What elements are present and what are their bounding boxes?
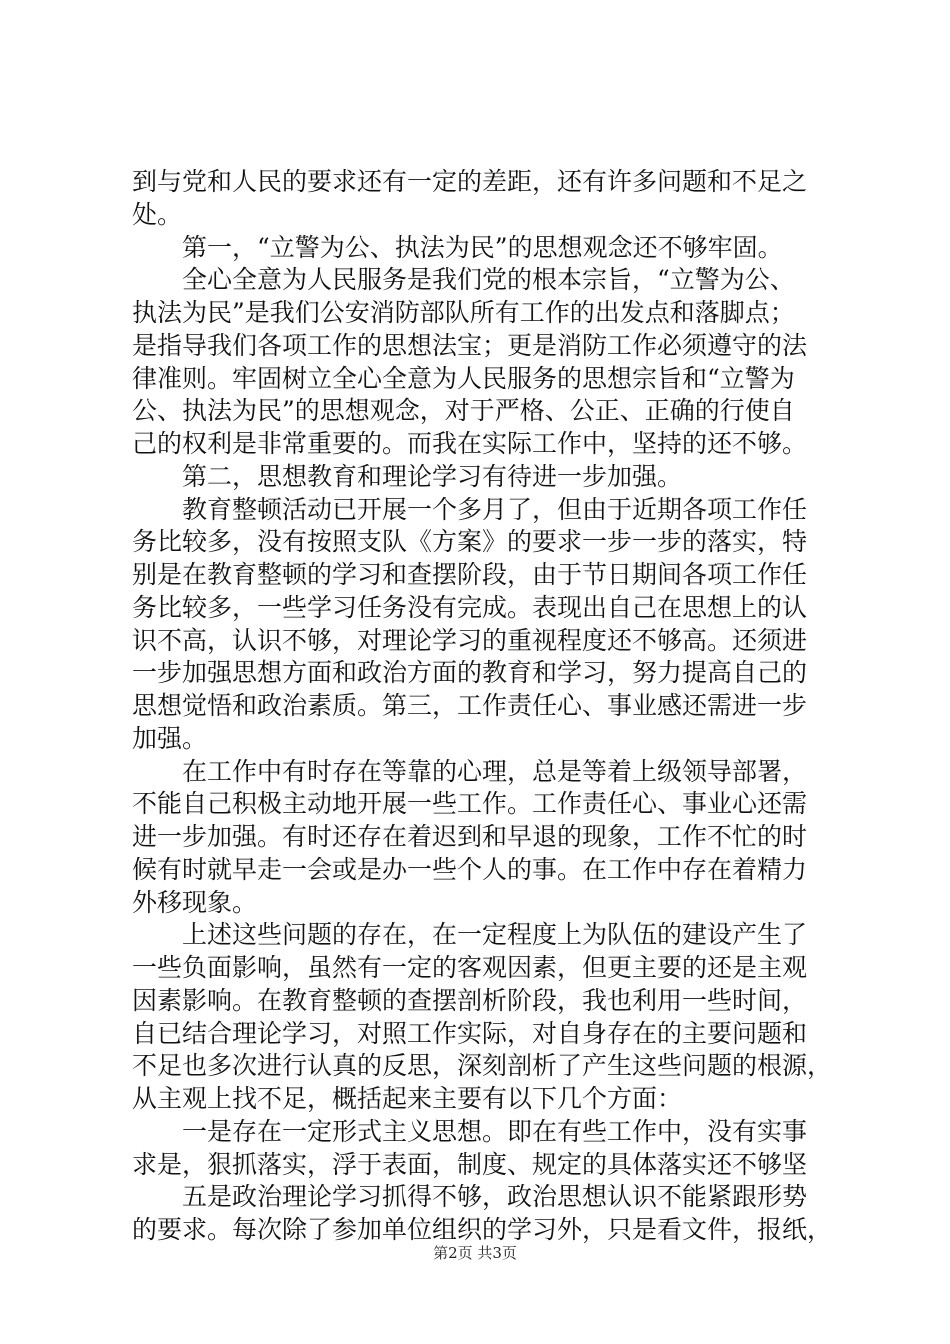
text-line: 的要求。每次除了参加单位组织的学习外，只是看文件，报纸， <box>132 1215 833 1244</box>
text-line: 因素影响。在教育整顿的查摆剖析阶段，我也利用一些时间， <box>132 985 808 1015</box>
text-line: 从主观上找不足，概括起来主要有以下几个方面： <box>132 1084 683 1113</box>
text-line: 一是存在一定形式主义思想。即在有些工作中，没有实事 <box>182 1116 808 1146</box>
text-line: 外移现象。 <box>132 887 258 917</box>
text-line: 进一步加强。有时还存在着迟到和早退的现象，工作不忙的时 <box>132 822 808 851</box>
text-line: 在工作中有时存在等靠的心理，总是等着上级领导部署， <box>182 756 808 786</box>
text-line: 别是在教育整顿的学习和查摆阶段，由于节日期间各项工作任 <box>132 560 808 589</box>
text-line: 第二，思想教育和理论学习有待进一步加强。 <box>182 461 683 491</box>
text-line: 第一，“立警为公、执法为民”的思想观念还不够牢固。 <box>182 232 783 262</box>
text-line: 一些负面影响，虽然有一定的客观因素，但更主要的还是主观 <box>132 953 808 982</box>
text-line: 到与党和人民的要求还有一定的差距，还有许多问题和不足之 <box>132 167 808 196</box>
text-line: 不能自己积极主动地开展一些工作。工作责任心、事业心还需 <box>132 789 808 819</box>
text-line: 上述这些问题的存在，在一定程度上为队伍的建设产生了 <box>182 920 808 950</box>
text-line: 教育整顿活动已开展一个多月了，但由于近期各项工作任 <box>182 494 808 524</box>
text-line: 全心全意为人民服务是我们党的根本宗旨，“立警为公、 <box>182 265 795 295</box>
text-line: 候有时就早走一会或是办一些个人的事。在工作中存在着精力 <box>132 854 808 884</box>
text-line: 求是，狠抓落实，浮于表面，制度、规定的具体落实还不够坚 <box>132 1149 808 1179</box>
text-line: 务比较多，没有按照支队《方案》的要求一步一步的落实，特 <box>132 527 808 557</box>
text-line: 是指导我们各项工作的思想法宝；更是消防工作必须遵守的法 <box>132 330 808 360</box>
text-line: 处。 <box>132 199 183 229</box>
text-line: 识不高，认识不够，对理论学习的重视程度还不够高。还须进 <box>132 625 808 655</box>
page-footer: 第2页 共3页 <box>433 1244 517 1262</box>
text-line: 务比较多，一些学习任务没有完成。表现出自己在思想上的认 <box>132 592 808 622</box>
text-line: 公、执法为民”的思想观念，对于严格、公正、正确的行使自 <box>132 396 795 426</box>
text-line: 执法为民”是我们公安消防部队所有工作的出发点和落脚点； <box>132 298 795 327</box>
text-line: 思想觉悟和政治素质。第三，工作责任心、事业感还需进一步 <box>132 691 808 720</box>
text-line: 五是政治理论学习抓得不够，政治思想认识不能紧跟形势 <box>182 1182 808 1212</box>
text-line: 不足也多次进行认真的反思，深刻剖析了产生这些问题的根源， <box>132 1051 833 1081</box>
text-line: 加强。 <box>132 723 208 753</box>
text-line: 律准则。牢固树立全心全意为人民服务的思想宗旨和“立警为 <box>132 363 795 393</box>
text-line: 一步加强思想方面和政治方面的教育和学习，努力提高自己的 <box>132 658 808 688</box>
document-body <box>132 166 832 1247</box>
text-line: 己的权利是非常重要的。而我在实际工作中，坚持的还不够。 <box>132 429 808 458</box>
text-line: 自已结合理论学习，对照工作实际，对自身存在的主要问题和 <box>132 1018 808 1048</box>
